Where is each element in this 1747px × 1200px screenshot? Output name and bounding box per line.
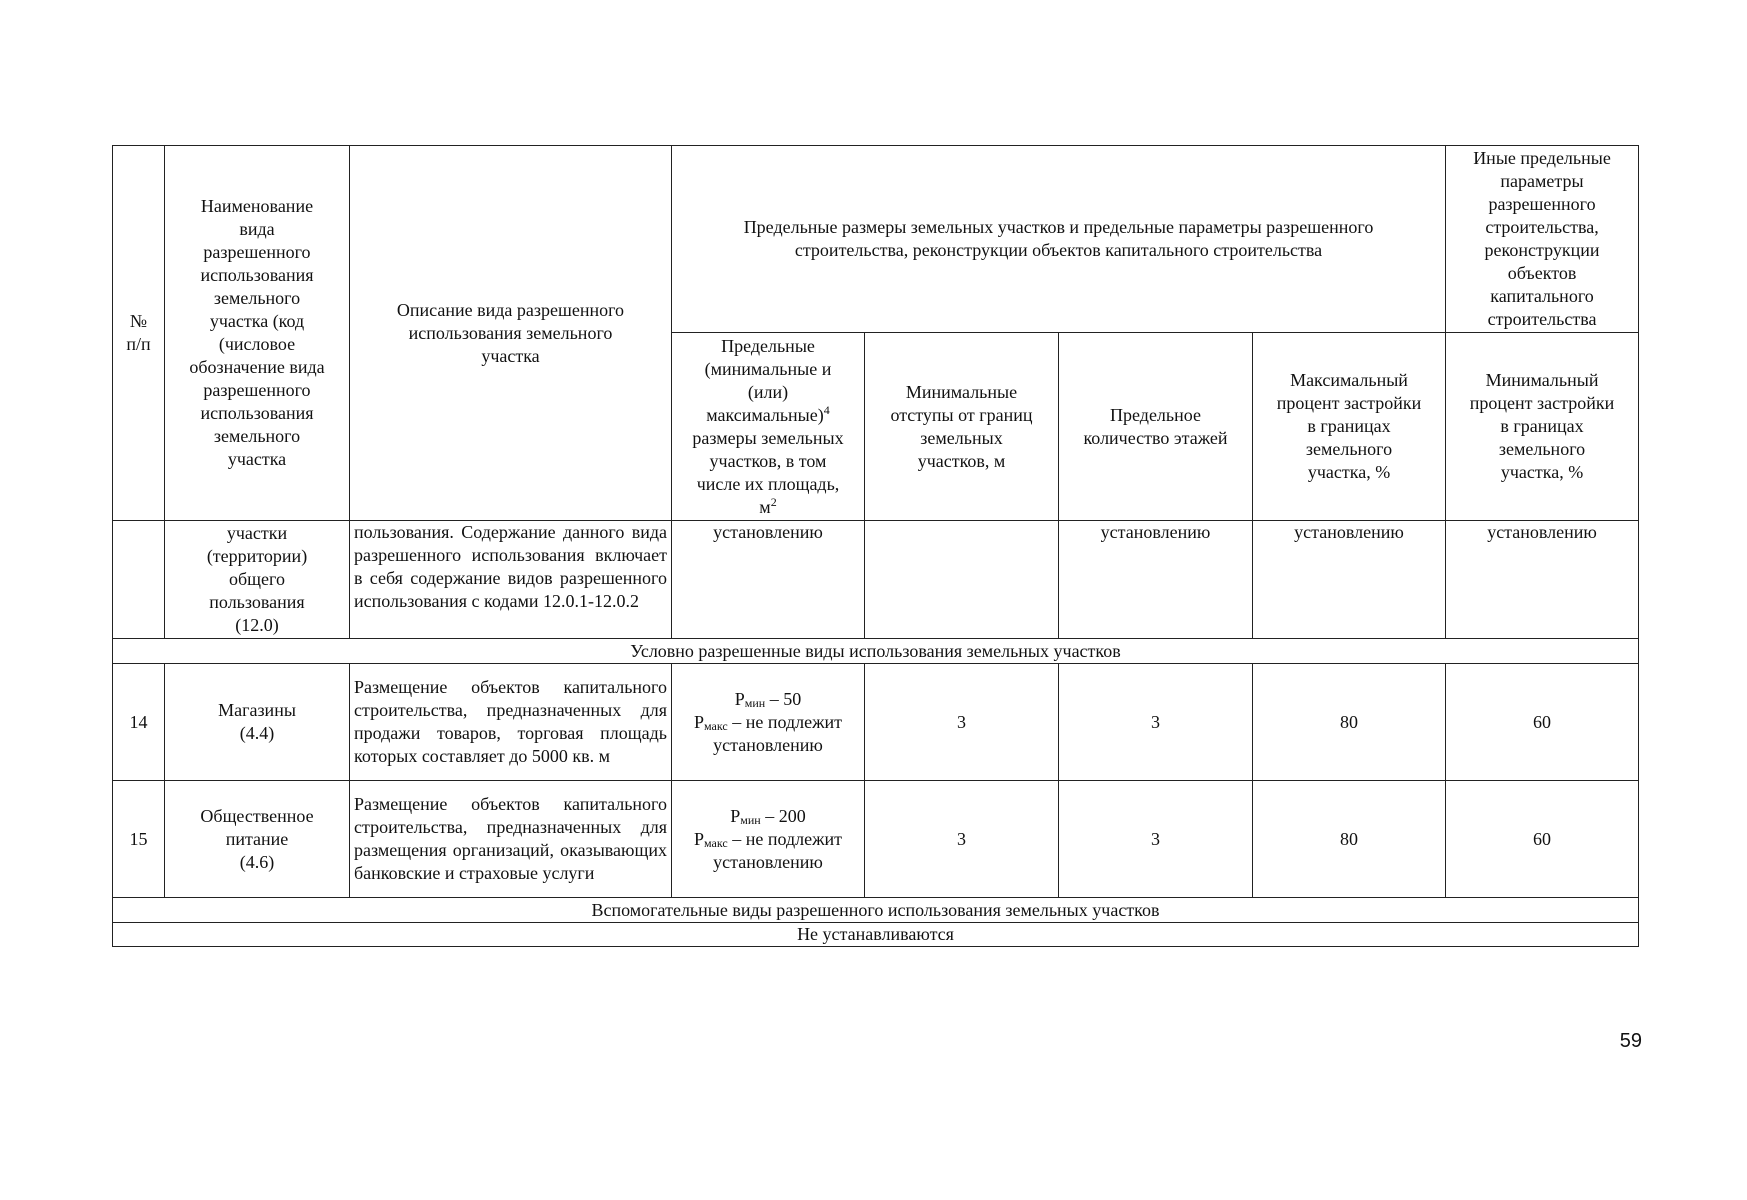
header-max-coverage-text: Максимальный процент застройки в границах земельного участка, % (1276, 370, 1422, 482)
header-other-params (1446, 146, 1639, 333)
header-min-coverage (1446, 333, 1639, 521)
table-row (113, 664, 1639, 781)
header-name-text: Наименование вида разрешенного использования земельного участка (код (числовое обозначение вида разрешенного использования земельного участка (189, 196, 325, 469)
p-max-label: Р (693, 828, 704, 849)
header-description-text: Описание вида разрешенного использования земельного участка (396, 299, 625, 366)
header-other-params-text: Иные предельные параметры разрешенного строительства, реконструкции объектов капитального строительства (1473, 148, 1611, 329)
section-conditional-heading: Условно разрешенные виды использования земельных участков (113, 639, 1639, 664)
unit-superscript: 2 (770, 494, 777, 509)
header-plot-size (672, 333, 865, 521)
cell-min-coverage: 60 (1446, 664, 1639, 781)
cell-min-coverage: установлению (1446, 521, 1639, 639)
p-max-value: – не подлежит (727, 828, 843, 849)
header-plot-size-text: Предельные (минимальные и (или) максимальные) (704, 335, 832, 425)
header-setbacks (865, 333, 1059, 521)
p-min-label: Р (734, 688, 745, 709)
cell-num: 14 (113, 664, 165, 781)
cell-description: пользования. Содержание данного вида разрешенного использования включает в себя содержание видов разрешенного использования с кодами 12.0.1-12.0.2 (350, 521, 672, 639)
cell-setbacks: 3 (865, 664, 1059, 781)
p-max-sub: макс (704, 718, 728, 733)
p-max-value: – не подлежит (727, 711, 843, 732)
header-setbacks-text: Минимальные отступы от границ земельных участков, м (890, 381, 1033, 471)
header-floors (1059, 333, 1253, 521)
cell-max-coverage: 80 (1253, 781, 1446, 898)
cell-plot-size (672, 664, 865, 781)
p-max-sub: макс (704, 835, 728, 850)
header-min-coverage-text: Минимальный процент застройки в границах земельного участка, % (1469, 370, 1615, 482)
header-limits-group-text: Предельные размеры земельных участков и предельные параметры разрешенного строительства, реконструкции объектов капитального строительства (743, 217, 1374, 260)
p-min-value: – 200 (760, 805, 806, 826)
section-auxiliary-heading: Вспомогательные виды разрешенного использования земельных участков (113, 898, 1639, 923)
p-min-sub: мин (740, 812, 761, 827)
p-max-line (676, 828, 860, 851)
cell-plot-size: установлению (672, 521, 865, 639)
p-max-label: Р (693, 711, 704, 732)
p-min-sub: мин (744, 695, 766, 710)
header-row-1 (113, 146, 1639, 333)
section-row-conditional (113, 639, 1639, 664)
header-plot-size-rest: размеры земельных участков, в том числе их площадь, м (692, 427, 844, 517)
cell-min-coverage: 60 (1446, 781, 1639, 898)
section-row-auxiliary (113, 898, 1639, 923)
cell-name-text: Общественное питание (4.6) (200, 805, 314, 872)
header-max-coverage (1253, 333, 1446, 521)
auxiliary-note-row (113, 923, 1639, 947)
page-number: 59 (1619, 1030, 1642, 1052)
cell-num: 15 (113, 781, 165, 898)
cell-plot-size (672, 781, 865, 898)
cell-num (113, 521, 165, 639)
cell-setbacks (865, 521, 1059, 639)
p-min-label: Р (730, 805, 741, 826)
cell-name (165, 781, 350, 898)
table-row-continued (113, 521, 1639, 639)
footnote-ref: 4 (823, 402, 830, 417)
table-row (113, 781, 1639, 898)
cell-description: Размещение объектов капитального строительства, предназначенных для продажи товаров, торговая площадь которых составляет до 5000 кв. м (350, 664, 672, 781)
cell-name (165, 521, 350, 639)
cell-floors: установлению (1059, 521, 1253, 639)
header-limits-group (672, 146, 1446, 333)
auxiliary-note: Не устанавливаются (113, 923, 1639, 947)
land-use-regulations-table (112, 145, 1639, 947)
p-min-value: – 50 (765, 688, 802, 709)
p-tail: установлению (713, 851, 823, 872)
cell-name-text: Магазины (4.4) (218, 700, 296, 743)
cell-floors: 3 (1059, 664, 1253, 781)
cell-floors: 3 (1059, 781, 1253, 898)
cell-name-text: участки (территории) общего пользования (12.0) (206, 523, 308, 635)
cell-description: Размещение объектов капитального строительства, предназначенных для размещения организаций, оказывающих банковские и страховые услуги (350, 781, 672, 898)
header-num-text: № п/п (126, 311, 151, 354)
p-max-line (676, 711, 860, 734)
p-min-line (676, 805, 860, 828)
cell-max-coverage: 80 (1253, 664, 1446, 781)
p-tail: установлению (713, 734, 823, 755)
p-min-line (676, 688, 860, 711)
header-name (165, 146, 350, 521)
cell-name (165, 664, 350, 781)
cell-setbacks: 3 (865, 781, 1059, 898)
header-description (350, 146, 672, 521)
header-num (113, 146, 165, 521)
cell-max-coverage: установлению (1253, 521, 1446, 639)
header-floors-text: Предельное количество этажей (1083, 404, 1228, 448)
